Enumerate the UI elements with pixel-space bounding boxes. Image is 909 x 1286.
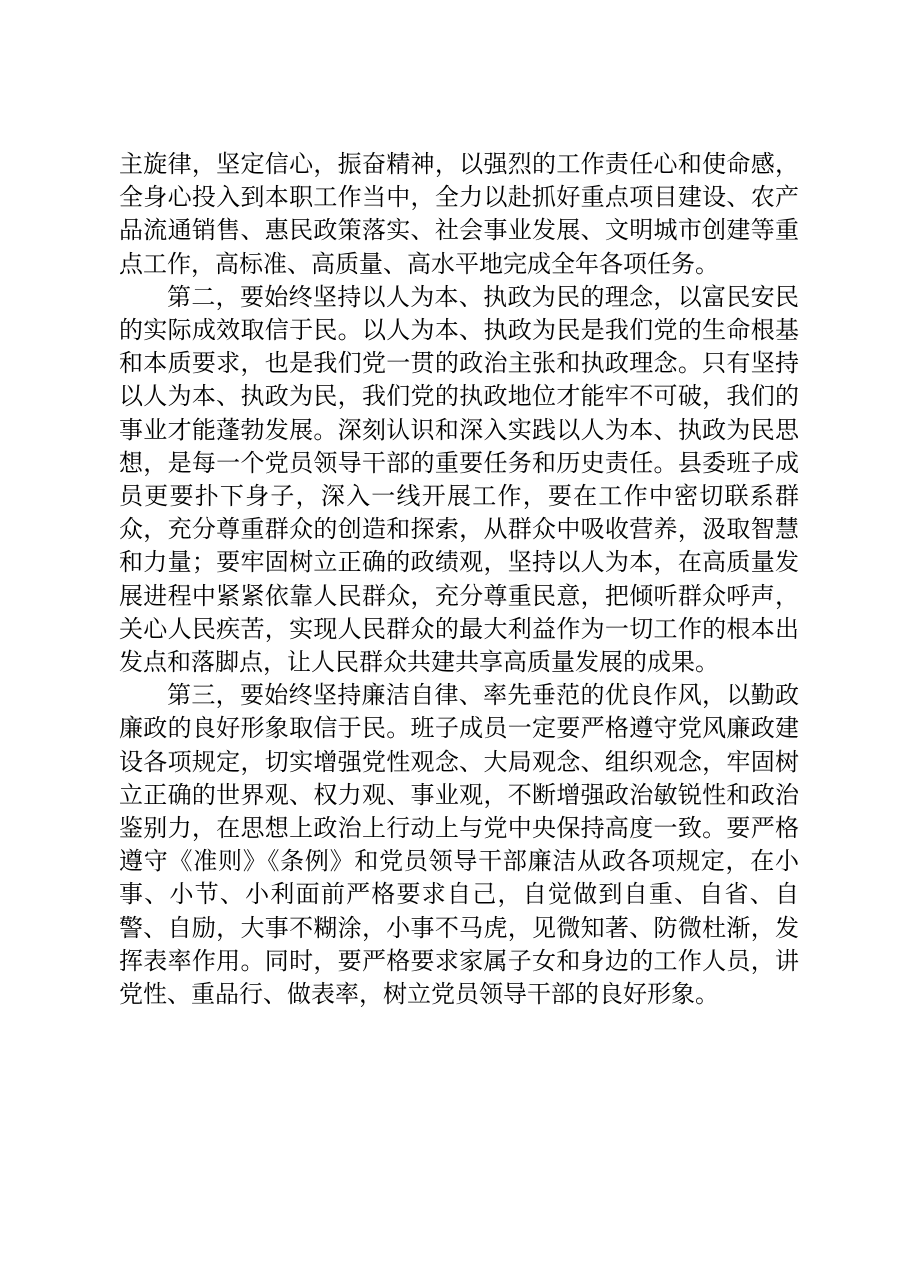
paragraph-2: 第二，要始终坚持以人为本、执政为民的理念，以富民安民的实际成效取信于民。以人为本、执政为民是我们党的生命根基和本质要求，也是我们党一贯的政治主张和执政理念。只有坚持以人为本、执政为民，我们党的执政地位才能牢不可破，我们的事业才能蓬勃发展。深刻认识和深入实践以人为本、执政为民思想，是每一个党员领导干部的重要任务和历史责任。县委班子成员更要扑下身子，深入一线开展工作，要在工作中密切联系群众，充分尊重群众的创造和探索，从群众中吸收营养，汲取智慧和力量；要牢固树立正确的政绩观，坚持以人为本，在高质量发展进程中紧紧依靠人民群众，充分尊重民意，把倾听群众呼声，关心人民疾苦，实现人民群众的最大利益作为一切工作的根本出发点和落脚点，让人民群众共建共享高质量发展的成果。 [119,282,799,677]
paragraph-1: 主旋律，坚定信心，振奋精神，以强烈的工作责任心和使命感，全身心投入到本职工作当中，全力以赴抓好重点项目建设、农产品流通销售、惠民政策落实、社会事业发展、文明城市创建等重点工作，高标准、高质量、高水平地完成全年各项任务。 [119,150,799,278]
document-body [119,148,799,1011]
paragraph-3: 第三，要始终坚持廉洁自律、率先垂范的优良作风，以勤政廉政的良好形象取信于民。班子成员一定要严格遵守党风廉政建设各项规定，切实增强党性观念、大局观念、组织观念，牢固树立正确的世界观、权力观、事业观，不断增强政治敏锐性和政治鉴别力，在思想上政治上行动上与党中央保持高度一致。要严格遵守《准则》《条例》和党员领导干部廉洁从政各项规定，在小事、小节、小利面前严格要求自己，自觉做到自重、自省、自警、自励，大事不糊涂，小事不马虎，见微知著、防微杜渐，发挥表率作用。同时，要严格要求家属子女和身边的工作人员，讲党性、重品行、做表率，树立党员领导干部的良好形象。 [119,681,799,1009]
